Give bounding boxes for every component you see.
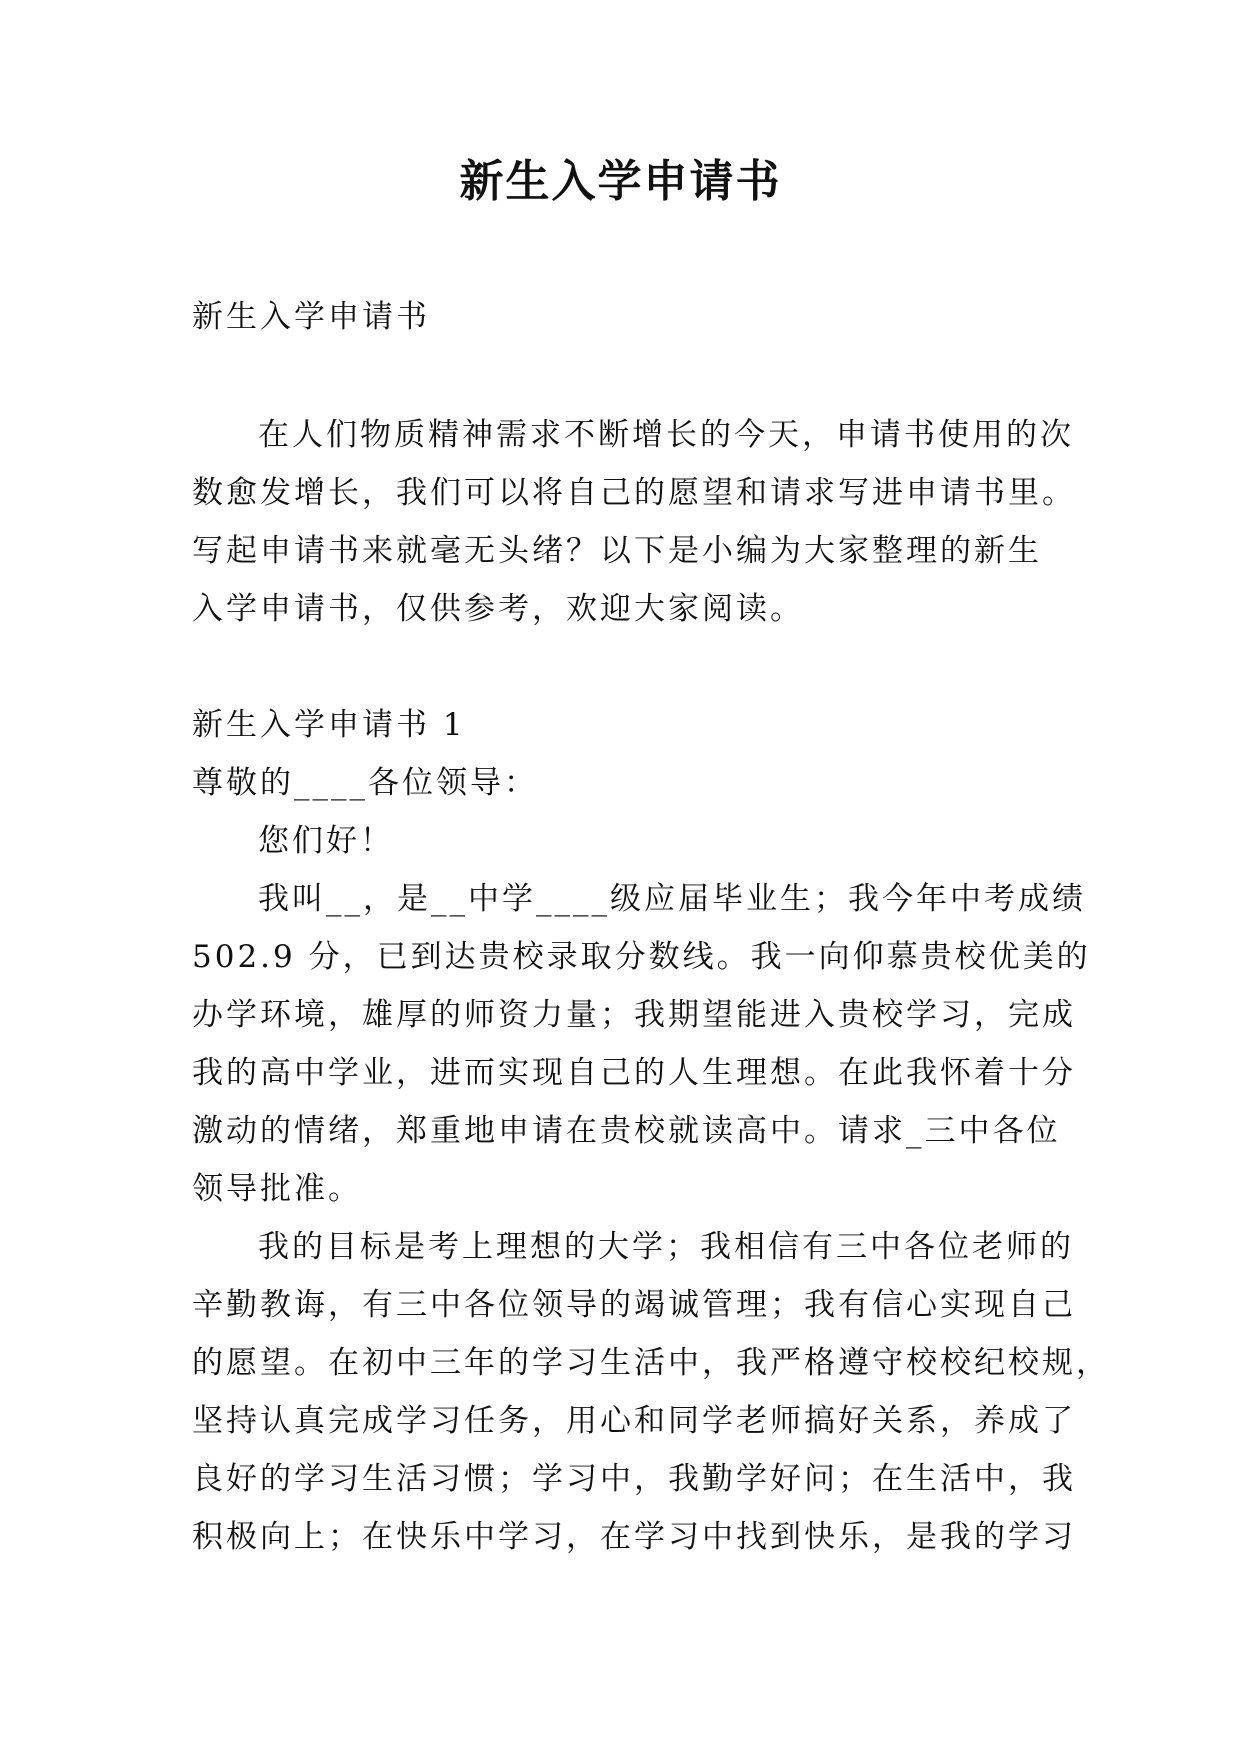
paragraph-line: 坚持认真完成学习任务，用心和同学老师搞好关系，养成了 [192,1403,1076,1439]
intro-line: 数愈发增长，我们可以将自己的愿望和请求写进申请书里。 [192,475,1076,511]
section-heading-text: 新生入学申请书 1 [192,707,466,743]
body-paragraph-2 [192,1218,1110,1566]
greeting [192,812,1072,870]
paragraph-line: 领导批准。 [192,1171,362,1207]
paragraph-line: 的愿望。在初中三年的学习生活中，我严格遵守校校纪校规， [192,1345,1110,1381]
salutation [192,754,1072,812]
intro-line: 入学申请书，仅供参考，欢迎大家阅读。 [192,591,804,627]
salutation-text: 尊敬的____各位领导： [192,765,538,801]
body-paragraph-1 [192,870,1091,1218]
subtitle-text: 新生入学申请书 [192,299,430,335]
greeting-text: 您们好！ [258,823,394,859]
paragraph-line: 我叫__，是__中学____级应届毕业生；我今年中考成绩 [258,881,1086,917]
paragraph-line: 激动的情绪，郑重地申请在贵校就读高中。请求_三中各位 [192,1113,1061,1149]
paragraph-line: 良好的学习生活习惯；学习中，我勤学好问；在生活中，我 [192,1461,1076,1497]
paragraph-line: 办学环境，雄厚的师资力量；我期望能进入贵校学习，完成 [192,997,1076,1033]
document-subtitle [192,288,1072,346]
intro-paragraph [192,406,1076,638]
document-title: 新生入学申请书 [459,156,782,207]
paragraph-line: 502.9 分，已到达贵校录取分数线。我一向仰慕贵校优美的 [192,939,1091,975]
paragraph-line: 我的高中学业，进而实现自己的人生理想。在此我怀着十分 [192,1055,1076,1091]
paragraph-line: 积极向上；在快乐中学习，在学习中找到快乐，是我的学习 [192,1519,1076,1555]
paragraph-line: 辛勤教诲，有三中各位领导的竭诚管理；我有信心实现自己 [192,1287,1076,1323]
intro-line: 写起申请书来就毫无头绪？以下是小编为大家整理的新生 [192,533,1042,569]
paragraph-line: 我的目标是考上理想的大学；我相信有三中各位老师的 [258,1229,1074,1265]
intro-line: 在人们物质精神需求不断增长的今天，申请书使用的次 [258,417,1074,453]
section-heading [192,696,1072,754]
